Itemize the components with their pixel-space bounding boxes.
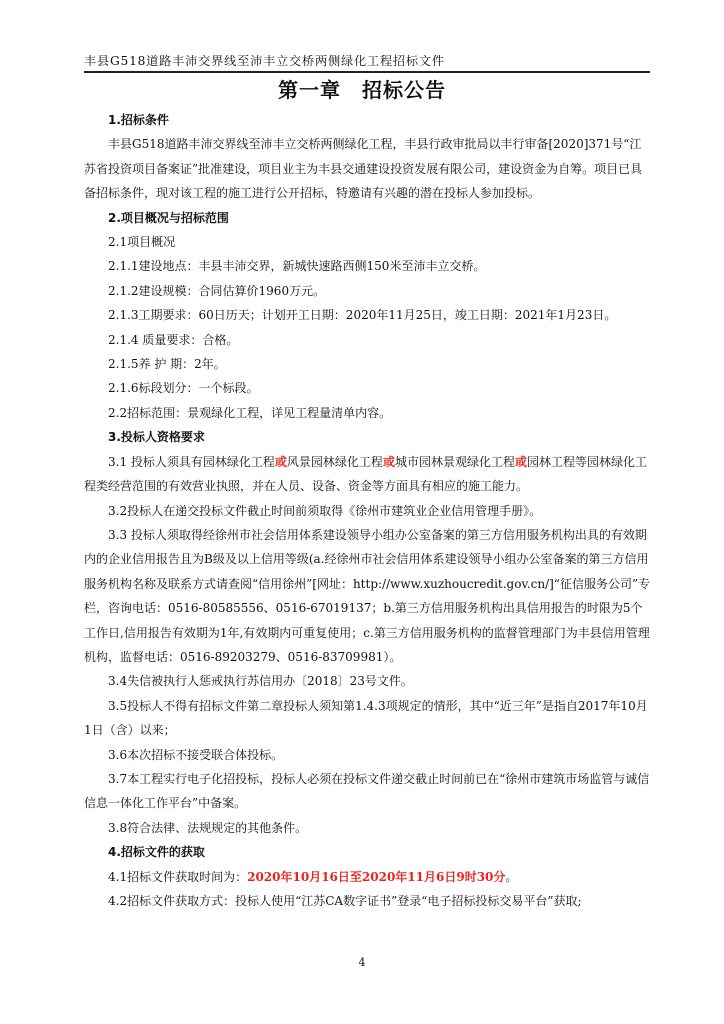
- item-2-1-3: 2.1.3工期要求：60日历天；计划开工日期：2020年11月25日，竣工日期：2021年1月23日。: [108, 308, 617, 323]
- item-2-1-5: 2.1.5养 护 期：2年。: [108, 357, 226, 372]
- item-3-6: 3.6本次招标不接受联合体投标。: [108, 747, 284, 762]
- section-heading-4: 4.招标文件的获取: [108, 845, 205, 860]
- page-number: 4: [358, 956, 366, 969]
- item-4-1-label: 4.1招标文件获取时间为：: [108, 869, 248, 884]
- item-2-2: 2.2招标范围：景观绿化工程，详见工程量清单内容。: [108, 405, 392, 420]
- or-emphasis-2: 或: [382, 454, 395, 469]
- section-heading-3: 3.投标人资格要求: [108, 430, 205, 445]
- item-3-1-part-a: 3.1 投标人须具有园林绿化工程: [108, 454, 275, 469]
- item-3-1-part-b: 风景园林绿化工程: [286, 454, 383, 469]
- item-2-1: 2.1项目概况: [108, 235, 176, 250]
- item-3-1-part-d: 园林工程等园林绿化工程类经营范围的有效营业执照，并在人员、设备、资金等方面具有相应的施工能力。: [84, 454, 647, 494]
- item-3-2: 3.2投标人在递交投标文件截止时间前须取得《徐州市建筑业企业信用管理手册》。: [108, 503, 542, 518]
- item-3-5: 3.5投标人不得有招标文件第二章投标人须知第1.4.3项规定的情形，其中“近三年”是指自2017年10月1日（含）以来；: [84, 698, 648, 738]
- item-3-7: 3.7本工程实行电子化招投标，投标人必须在投标文件递交截止时间前已在“徐州市建筑市场监管与诚信信息一体化工作平台”中备案。: [84, 771, 650, 811]
- or-emphasis-3: 或: [514, 454, 527, 469]
- item-3-3: 3.3 投标人须取得经徐州市社会信用体系建设领导小组办公室备案的第三方信用服务机构出具的有效期内的企业信用报告且为B级及以上信用等级(a.经徐州市社会信用体系建设领导小组办公室备案的第三方信用服务机构名称及联系方式请查阅“信用徐州”[网址：http://www.xuzhoucredit.gov.cn/]“征信服务公司”专栏，咨询电话：0516-80585556、0516-67019137；b.第三方信用服务机构出具信用报告的时限为5个工作日,信用报告有效期为1年,有效期内可重复使用；c.第三方信用服务机构的监督管理部门为丰县信用管理机构，监督电话：0516-89203279、0516-83709981）。: [84, 527, 651, 664]
- item-4-2: 4.2招标文件获取方式：投标人使用“江苏CA数字证书”登录“电子招标投标交易平台”获取;: [108, 894, 582, 908]
- header-divider: [84, 72, 650, 73]
- item-3-4: 3.4失信被执行人惩戒执行苏信用办〔2018〕23号文件。: [108, 674, 413, 689]
- item-4-1: [84, 865, 652, 889]
- acquisition-time: 2020年10月16日至2020年11月6日9时30分: [247, 869, 506, 884]
- or-emphasis-1: 或: [274, 454, 287, 469]
- item-2-1-1: 2.1.1建设地点：丰县丰沛交界，新城快速路西侧150米至沛丰立交桥。: [108, 259, 486, 274]
- item-2-1-4: 2.1.4 质量要求：合格。: [108, 332, 239, 347]
- section-heading-2: 2.项目概况与招标范围: [108, 210, 229, 225]
- item-2-1-2: 2.1.2建设规模：合同估算价1960万元。: [108, 283, 326, 298]
- chapter-title: 第一章 招标公告: [278, 78, 446, 102]
- section-heading-1: 1.招标条件: [108, 113, 169, 127]
- item-3-1: [84, 450, 652, 499]
- item-3-8: 3.8符合法律、法规规定的其他条件。: [108, 820, 308, 835]
- item-4-1-end: 。: [505, 869, 518, 884]
- paragraph-1: 丰县G518道路丰沛交界线至沛丰立交桥两侧绿化工程，丰县行政审批局以丰行审备[2020]371号“江苏省投资项目备案证”批准建设，项目业主为丰县交通建设投资发展有限公司，建设资金为自筹。项目已具备招标条件，现对该工程的施工进行公开招标，特邀请有兴趣的潜在投标人参加投标。: [84, 137, 643, 201]
- item-3-1-part-c: 城市园林景观绿化工程: [394, 454, 515, 469]
- document-body: [84, 108, 652, 913]
- document-header: 丰县G518道路丰沛交界线至沛丰立交桥两侧绿化工程招标文件: [84, 52, 650, 72]
- item-2-1-6: 2.1.6标段划分：一个标段。: [108, 381, 259, 396]
